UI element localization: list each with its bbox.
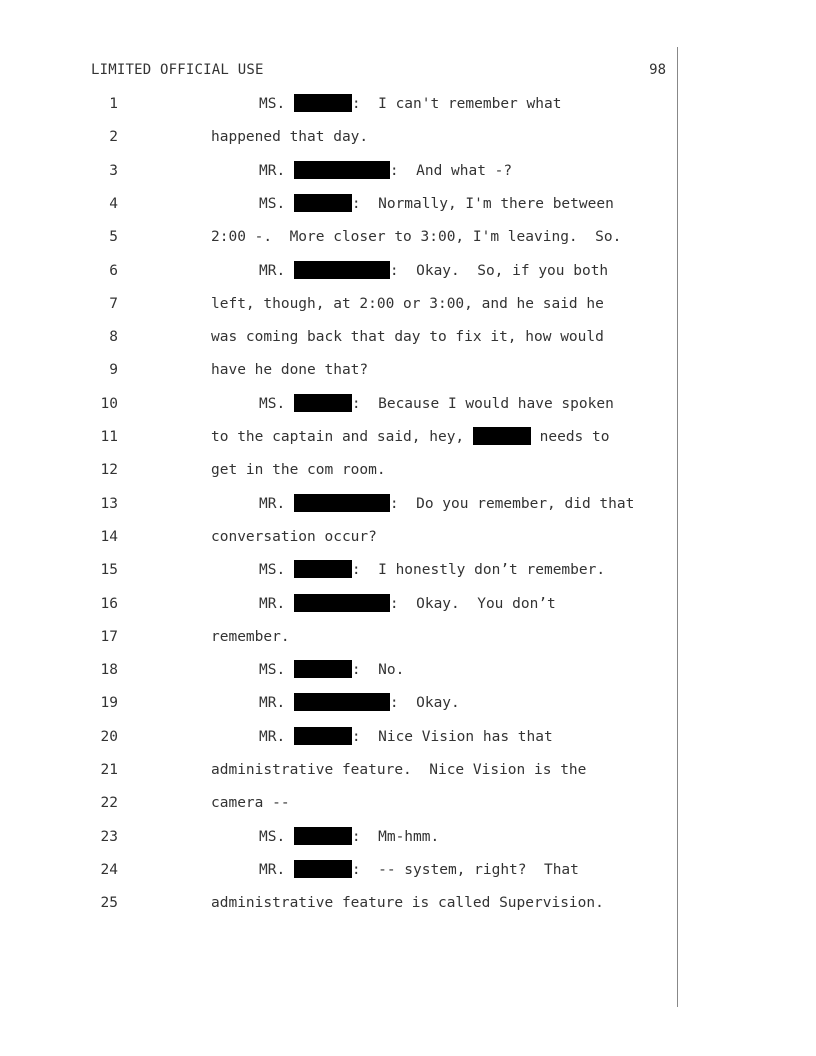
line-text-segment: MR.: [259, 262, 294, 279]
transcript-line: [0, 891, 816, 915]
redaction-box: [294, 161, 390, 179]
line-text-segment: conversation occur?: [211, 528, 377, 545]
redaction-box: [473, 427, 531, 445]
line-text-segment: remember.: [211, 628, 290, 645]
transcript-line: [0, 125, 816, 149]
redaction-box: [294, 827, 352, 845]
redaction-box: [294, 727, 352, 745]
line-text-segment: : Do you remember, did that: [389, 495, 635, 512]
redaction-box: [294, 261, 390, 279]
transcript-line: [0, 292, 816, 316]
line-text-segment: : I honestly don’t remember.: [351, 562, 606, 579]
transcript-line: [0, 758, 816, 782]
line-number: 12: [100, 462, 118, 479]
transcript-line: [0, 658, 816, 682]
transcript-line: [0, 325, 816, 349]
line-text: [259, 392, 614, 416]
line-text-segment: administrative feature is called Supervision.: [211, 895, 604, 912]
line-text: [211, 891, 604, 915]
line-text: [259, 825, 439, 849]
line-text-segment: : Because I would have spoken: [351, 395, 614, 412]
line-text: [259, 691, 460, 715]
line-number: 4: [109, 195, 118, 212]
transcript-line: [0, 392, 816, 416]
line-number: 10: [100, 395, 118, 412]
line-text-segment: was coming back that day to fix it, how would: [211, 329, 604, 346]
line-text: [259, 725, 553, 749]
line-number: 20: [100, 728, 118, 745]
line-number: 18: [100, 662, 118, 679]
line-text: [211, 225, 621, 249]
line-text: [211, 292, 604, 316]
line-text: [259, 192, 614, 216]
transcript-line: [0, 92, 816, 116]
line-text: [259, 558, 605, 582]
line-text-segment: have he done that?: [211, 362, 369, 379]
line-text-segment: camera --: [211, 795, 290, 812]
line-text: [259, 592, 556, 616]
line-text: [211, 791, 290, 815]
line-number: 6: [109, 262, 118, 279]
redaction-box: [294, 394, 352, 412]
transcript-line: [0, 791, 816, 815]
redaction-box: [294, 860, 352, 878]
line-text-segment: : Okay. So, if you both: [389, 262, 609, 279]
line-number: 21: [100, 762, 118, 778]
line-number: 24: [100, 861, 118, 878]
transcript-line: [0, 492, 816, 516]
line-text: [259, 159, 512, 183]
transcript-line: [0, 159, 816, 183]
transcript-line: [0, 558, 816, 582]
line-text-segment: to the captain and said, hey,: [211, 429, 473, 445]
transcript-line: [0, 358, 816, 382]
line-text-segment: : -- system, right? That: [351, 861, 579, 878]
line-text-segment: MR.: [259, 861, 294, 878]
line-number: 16: [100, 595, 118, 612]
line-text-segment: get in the com room.: [211, 462, 386, 479]
line-text: [211, 325, 604, 349]
redaction-box: [294, 560, 352, 578]
transcript-line: [0, 525, 816, 549]
line-number: 23: [100, 828, 118, 845]
line-text-segment: MS.: [259, 562, 294, 579]
line-text: [211, 625, 290, 649]
line-number: 15: [100, 562, 118, 579]
line-text-segment: needs to: [530, 429, 610, 445]
line-text-segment: MR.: [259, 695, 294, 712]
redaction-box: [294, 594, 390, 612]
classification-header: LIMITED OFFICIAL USE: [91, 62, 264, 78]
line-text-segment: : I can't remember what: [351, 96, 562, 112]
line-text-segment: MR.: [259, 495, 294, 512]
line-text-segment: MR.: [259, 162, 294, 179]
line-text: [259, 658, 404, 682]
line-text-segment: : And what -?: [389, 162, 513, 179]
transcript-line: [0, 225, 816, 249]
line-number: 7: [109, 295, 118, 312]
line-text: [259, 858, 579, 882]
line-number: 11: [100, 429, 118, 445]
line-number: 25: [100, 895, 118, 912]
page-number: 98: [649, 62, 666, 78]
line-text-segment: : Nice Vision has that: [351, 728, 553, 745]
line-text: [211, 758, 586, 782]
transcript-line: [0, 691, 816, 715]
line-text-segment: 2:00 -. More closer to 3:00, I'm leaving. So.: [211, 229, 622, 246]
line-number: 13: [100, 495, 118, 512]
line-text-segment: MS.: [259, 195, 294, 212]
redaction-box: [294, 660, 352, 678]
line-number: 19: [100, 695, 118, 712]
line-number: 8: [109, 329, 118, 346]
line-text: [211, 525, 377, 549]
line-text-segment: : Okay. You don’t: [389, 595, 556, 612]
line-text: [211, 458, 386, 482]
line-number: 14: [100, 528, 118, 545]
line-text-segment: MS.: [259, 662, 294, 679]
line-text: [211, 358, 368, 382]
line-text: [211, 425, 609, 449]
line-text-segment: : Mm-hmm.: [351, 828, 440, 845]
transcript-line: [0, 458, 816, 482]
line-number: 17: [100, 628, 118, 645]
line-number: 9: [109, 362, 118, 379]
redaction-box: [294, 494, 390, 512]
redaction-box: [294, 194, 352, 212]
line-text-segment: : Normally, I'm there between: [351, 195, 614, 212]
transcript-line: [0, 858, 816, 882]
line-text-segment: MS.: [259, 828, 294, 845]
transcript-line: [0, 825, 816, 849]
transcript-line: [0, 425, 816, 449]
transcript-line: [0, 625, 816, 649]
line-number: 3: [109, 162, 118, 179]
line-number: 2: [109, 129, 118, 146]
line-text: [259, 259, 608, 283]
line-text-segment: happened that day.: [211, 129, 369, 146]
line-text-segment: MS.: [259, 96, 294, 112]
line-text: [259, 492, 634, 516]
redaction-box: [294, 693, 390, 711]
line-text-segment: MR.: [259, 595, 294, 612]
transcript-line: [0, 259, 816, 283]
line-text-segment: administrative feature. Nice Vision is the: [211, 762, 587, 778]
line-text-segment: : Okay.: [389, 695, 460, 712]
line-text-segment: left, though, at 2:00 or 3:00, and he said he: [211, 295, 604, 312]
redaction-box: [294, 94, 352, 112]
line-text: [259, 92, 561, 116]
line-number: 1: [109, 96, 118, 112]
line-text-segment: : No.: [351, 662, 405, 679]
line-text-segment: MR.: [259, 728, 294, 745]
line-text: [211, 125, 368, 149]
transcript-line: [0, 725, 816, 749]
transcript-line: [0, 592, 816, 616]
transcript-line: [0, 192, 816, 216]
line-number: 5: [109, 229, 118, 246]
line-number: 22: [100, 795, 118, 812]
line-text-segment: MS.: [259, 395, 294, 412]
